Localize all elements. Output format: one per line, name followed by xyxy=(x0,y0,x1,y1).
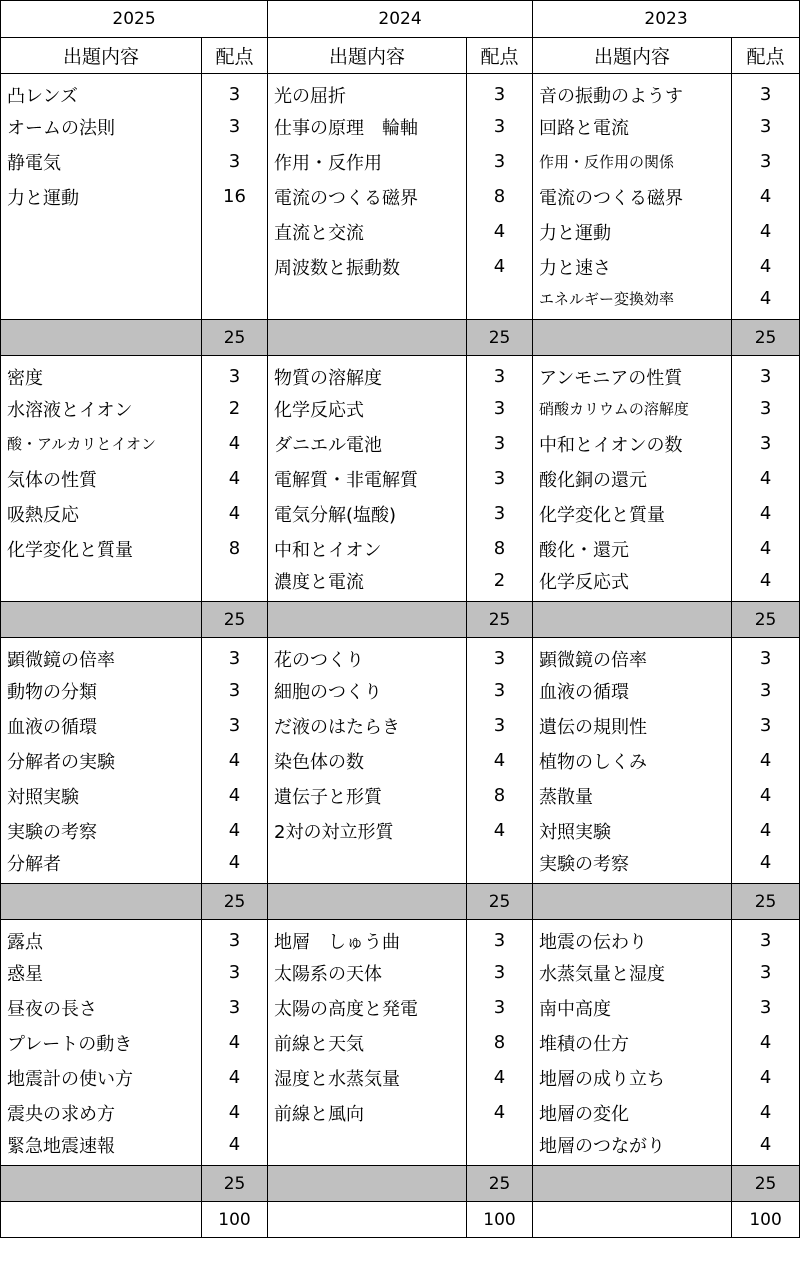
points-cell: 4 xyxy=(202,426,268,461)
table-row xyxy=(1,673,800,708)
topic-cell: 血液の循環 xyxy=(533,673,732,708)
points-cell: 3 xyxy=(467,461,533,496)
topic-cell: 露点 xyxy=(1,920,202,956)
table-row xyxy=(1,708,800,743)
points-cell: 3 xyxy=(467,955,533,990)
points-cell: 4 xyxy=(732,249,800,284)
topic-cell: 分解者 xyxy=(1,848,202,884)
topic-cell: 力と運動 xyxy=(533,214,732,249)
points-cell: 3 xyxy=(732,708,800,743)
topic-cell: 直流と交流 xyxy=(268,214,467,249)
subtotal-blank-cell xyxy=(1,1166,202,1202)
points-cell: 3 xyxy=(202,74,268,110)
points-cell: 3 xyxy=(467,708,533,743)
points-cell: 3 xyxy=(467,74,533,110)
subtotal-cell: 25 xyxy=(202,1166,268,1202)
total-blank-cell xyxy=(268,1202,467,1238)
topic-cell: 惑星 xyxy=(1,955,202,990)
points-cell xyxy=(467,284,533,320)
subtotal-row xyxy=(1,320,800,356)
table-row xyxy=(1,990,800,1025)
points-cell: 2 xyxy=(467,566,533,602)
topic-cell xyxy=(268,848,467,884)
subtotal-cell: 25 xyxy=(467,602,533,638)
topic-cell: 遺伝の規則性 xyxy=(533,708,732,743)
topic-cell: 植物のしくみ xyxy=(533,743,732,778)
points-cell: 16 xyxy=(202,179,268,214)
points-cell: 3 xyxy=(467,144,533,179)
topic-cell: 湿度と水蒸気量 xyxy=(268,1060,467,1095)
points-cell: 3 xyxy=(202,356,268,392)
topic-cell: 濃度と電流 xyxy=(268,566,467,602)
table-row xyxy=(1,848,800,884)
table-row xyxy=(1,743,800,778)
year-2025-header: 2025 xyxy=(1,1,268,38)
points-cell: 3 xyxy=(467,920,533,956)
topic-cell xyxy=(268,1130,467,1166)
points-column-header: 配点 xyxy=(467,38,533,74)
topic-cell: 周波数と振動数 xyxy=(268,249,467,284)
points-cell: 4 xyxy=(732,1060,800,1095)
topic-cell: 太陽系の天体 xyxy=(268,955,467,990)
points-cell xyxy=(202,249,268,284)
points-cell: 4 xyxy=(732,1025,800,1060)
topic-cell: 静電気 xyxy=(1,144,202,179)
topic-cell: 顕微鏡の倍率 xyxy=(1,638,202,674)
table-row xyxy=(1,284,800,320)
topic-cell xyxy=(1,214,202,249)
topic-cell: だ液のはたらき xyxy=(268,708,467,743)
subtotal-cell: 25 xyxy=(202,884,268,920)
subtotal-cell: 25 xyxy=(732,320,800,356)
topic-cell: プレートの動き xyxy=(1,1025,202,1060)
points-cell: 3 xyxy=(732,955,800,990)
table-row xyxy=(1,391,800,426)
points-cell: 8 xyxy=(467,531,533,566)
subtotal-blank-cell xyxy=(533,884,732,920)
points-cell: 3 xyxy=(732,356,800,392)
topic-cell: 仕事の原理 輪軸 xyxy=(268,109,467,144)
topic-cell: 前線と天気 xyxy=(268,1025,467,1060)
points-cell: 3 xyxy=(467,638,533,674)
points-cell: 3 xyxy=(732,920,800,956)
table-row xyxy=(1,144,800,179)
points-cell: 3 xyxy=(467,356,533,392)
topic-cell: 分解者の実験 xyxy=(1,743,202,778)
topic-cell: 化学変化と質量 xyxy=(533,496,732,531)
points-cell: 4 xyxy=(732,778,800,813)
points-cell: 3 xyxy=(732,109,800,144)
points-cell: 4 xyxy=(732,566,800,602)
subtotal-row xyxy=(1,602,800,638)
column-header-row xyxy=(1,38,800,74)
points-cell: 4 xyxy=(202,743,268,778)
points-cell: 4 xyxy=(202,1060,268,1095)
points-cell: 4 xyxy=(732,848,800,884)
topic-cell: 実験の考察 xyxy=(1,813,202,848)
topic-cell: 地層 しゅう曲 xyxy=(268,920,467,956)
points-cell: 4 xyxy=(732,1130,800,1166)
points-cell: 4 xyxy=(202,1130,268,1166)
topic-cell: 実験の考察 xyxy=(533,848,732,884)
points-cell xyxy=(202,214,268,249)
points-cell: 4 xyxy=(732,214,800,249)
total-blank-cell xyxy=(533,1202,732,1238)
topic-cell xyxy=(1,566,202,602)
points-cell: 3 xyxy=(467,426,533,461)
topic-cell xyxy=(1,249,202,284)
topic-cell xyxy=(1,284,202,320)
subtotal-blank-cell xyxy=(533,602,732,638)
subtotal-blank-cell xyxy=(268,320,467,356)
points-cell: 4 xyxy=(732,1095,800,1130)
points-cell: 2 xyxy=(202,391,268,426)
topic-cell: 緊急地震速報 xyxy=(1,1130,202,1166)
topic-cell: 対照実験 xyxy=(1,778,202,813)
topic-cell: 中和とイオン xyxy=(268,531,467,566)
subtotal-blank-cell xyxy=(1,884,202,920)
topic-cell: 硝酸カリウムの溶解度 xyxy=(533,391,732,426)
topic-cell: 血液の循環 xyxy=(1,708,202,743)
points-cell: 3 xyxy=(467,391,533,426)
topic-cell: 花のつくり xyxy=(268,638,467,674)
topic-cell: エネルギー変換効率 xyxy=(533,284,732,320)
points-cell: 4 xyxy=(732,461,800,496)
points-cell: 3 xyxy=(732,673,800,708)
subtotal-blank-cell xyxy=(533,1166,732,1202)
points-cell: 3 xyxy=(202,920,268,956)
table-row xyxy=(1,1095,800,1130)
topic-cell: 遺伝子と形質 xyxy=(268,778,467,813)
table-row xyxy=(1,638,800,674)
topic-cell: 太陽の高度と発電 xyxy=(268,990,467,1025)
year-header-row xyxy=(1,1,800,38)
topic-cell: 電流のつくる磁界 xyxy=(268,179,467,214)
points-cell: 3 xyxy=(202,144,268,179)
points-cell: 3 xyxy=(202,673,268,708)
points-cell: 8 xyxy=(202,531,268,566)
topic-cell: 動物の分類 xyxy=(1,673,202,708)
table-row xyxy=(1,461,800,496)
topic-cell: 音の振動のようす xyxy=(533,74,732,110)
table-row xyxy=(1,531,800,566)
subtotal-blank-cell xyxy=(268,602,467,638)
total-blank-cell xyxy=(1,1202,202,1238)
points-cell: 4 xyxy=(732,179,800,214)
points-cell: 8 xyxy=(467,1025,533,1060)
table-row xyxy=(1,496,800,531)
topic-cell: 蒸散量 xyxy=(533,778,732,813)
table-row xyxy=(1,566,800,602)
points-cell: 3 xyxy=(732,74,800,110)
points-cell: 4 xyxy=(732,813,800,848)
topic-cell: 対照実験 xyxy=(533,813,732,848)
table-row xyxy=(1,109,800,144)
topic-cell: 酸化銅の還元 xyxy=(533,461,732,496)
total-cell: 100 xyxy=(202,1202,268,1238)
table-row xyxy=(1,356,800,392)
points-column-header: 配点 xyxy=(202,38,268,74)
points-cell: 4 xyxy=(467,813,533,848)
subtotal-blank-cell xyxy=(268,1166,467,1202)
topic-cell: 凸レンズ xyxy=(1,74,202,110)
points-cell: 4 xyxy=(202,778,268,813)
subtotal-cell: 25 xyxy=(467,320,533,356)
points-cell: 3 xyxy=(732,391,800,426)
subtotal-cell: 25 xyxy=(202,602,268,638)
points-cell: 4 xyxy=(467,1095,533,1130)
topic-cell: 顕微鏡の倍率 xyxy=(533,638,732,674)
topic-cell: 震央の求め方 xyxy=(1,1095,202,1130)
table-row xyxy=(1,955,800,990)
topic-cell: 2対の対立形質 xyxy=(268,813,467,848)
points-cell: 3 xyxy=(732,426,800,461)
topic-cell xyxy=(268,284,467,320)
topic-cell: 酸・アルカリとイオン xyxy=(1,426,202,461)
points-cell: 3 xyxy=(202,955,268,990)
topic-cell: 地層の変化 xyxy=(533,1095,732,1130)
topic-column-header: 出題内容 xyxy=(1,38,202,74)
topic-column-header: 出題内容 xyxy=(533,38,732,74)
points-cell xyxy=(202,566,268,602)
subtotal-blank-cell xyxy=(1,602,202,638)
topic-cell: 電気分解(塩酸) xyxy=(268,496,467,531)
table-row xyxy=(1,74,800,110)
topic-cell: 力と運動 xyxy=(1,179,202,214)
points-cell: 3 xyxy=(202,109,268,144)
table-row xyxy=(1,1060,800,1095)
subtotal-cell: 25 xyxy=(467,884,533,920)
points-cell: 4 xyxy=(202,1095,268,1130)
points-cell: 4 xyxy=(202,813,268,848)
topic-cell: 吸熱反応 xyxy=(1,496,202,531)
points-column-header: 配点 xyxy=(732,38,800,74)
subtotal-cell: 25 xyxy=(202,320,268,356)
points-cell xyxy=(202,284,268,320)
subtotal-row xyxy=(1,884,800,920)
topic-column-header: 出題内容 xyxy=(268,38,467,74)
points-cell: 4 xyxy=(732,496,800,531)
topic-cell: 化学反応式 xyxy=(268,391,467,426)
subtotal-blank-cell xyxy=(268,884,467,920)
topic-cell: 昼夜の長さ xyxy=(1,990,202,1025)
topic-cell: 水蒸気量と湿度 xyxy=(533,955,732,990)
points-cell: 4 xyxy=(732,284,800,320)
topic-cell: 光の屈折 xyxy=(268,74,467,110)
points-cell: 3 xyxy=(467,496,533,531)
points-cell xyxy=(467,848,533,884)
table-row xyxy=(1,813,800,848)
topic-cell: 化学反応式 xyxy=(533,566,732,602)
points-cell: 8 xyxy=(467,179,533,214)
topic-cell: 気体の性質 xyxy=(1,461,202,496)
points-cell: 4 xyxy=(202,848,268,884)
points-cell: 4 xyxy=(732,743,800,778)
points-cell: 4 xyxy=(467,249,533,284)
table-row xyxy=(1,214,800,249)
topic-cell: ダニエル電池 xyxy=(268,426,467,461)
points-cell: 4 xyxy=(467,1060,533,1095)
points-cell: 3 xyxy=(467,673,533,708)
points-cell: 3 xyxy=(202,708,268,743)
topic-cell: 電流のつくる磁界 xyxy=(533,179,732,214)
subtotal-cell: 25 xyxy=(732,884,800,920)
topic-cell: 地震の伝わり xyxy=(533,920,732,956)
table-row xyxy=(1,1130,800,1166)
topic-cell: 作用・反作用 xyxy=(268,144,467,179)
table-row xyxy=(1,179,800,214)
subtotal-cell: 25 xyxy=(732,602,800,638)
table-row xyxy=(1,1025,800,1060)
points-cell: 4 xyxy=(202,1025,268,1060)
topic-cell: 前線と風向 xyxy=(268,1095,467,1130)
points-cell: 4 xyxy=(467,743,533,778)
topic-cell: 化学変化と質量 xyxy=(1,531,202,566)
points-cell: 3 xyxy=(467,109,533,144)
topic-cell: 地震計の使い方 xyxy=(1,1060,202,1095)
topic-cell: オームの法則 xyxy=(1,109,202,144)
topic-cell: アンモニアの性質 xyxy=(533,356,732,392)
points-cell: 3 xyxy=(732,990,800,1025)
table-row xyxy=(1,920,800,956)
subtotal-blank-cell xyxy=(1,320,202,356)
points-cell: 4 xyxy=(202,496,268,531)
topic-cell: 作用・反作用の関係 xyxy=(533,144,732,179)
subtotal-blank-cell xyxy=(533,320,732,356)
topic-cell: 物質の溶解度 xyxy=(268,356,467,392)
table-row xyxy=(1,778,800,813)
points-cell: 8 xyxy=(467,778,533,813)
points-cell: 3 xyxy=(202,990,268,1025)
topic-cell: 地層の成り立ち xyxy=(533,1060,732,1095)
table-row xyxy=(1,249,800,284)
subtotal-row xyxy=(1,1166,800,1202)
points-cell: 3 xyxy=(732,144,800,179)
table-row xyxy=(1,426,800,461)
topic-cell: 回路と電流 xyxy=(533,109,732,144)
points-cell: 3 xyxy=(467,990,533,1025)
total-cell: 100 xyxy=(732,1202,800,1238)
topic-cell: 電解質・非電解質 xyxy=(268,461,467,496)
topic-cell: 地層のつながり xyxy=(533,1130,732,1166)
topic-cell: 密度 xyxy=(1,356,202,392)
points-cell xyxy=(467,1130,533,1166)
points-cell: 4 xyxy=(467,214,533,249)
year-2024-header: 2024 xyxy=(268,1,533,38)
total-cell: 100 xyxy=(467,1202,533,1238)
subtotal-cell: 25 xyxy=(732,1166,800,1202)
topic-cell: 力と速さ xyxy=(533,249,732,284)
topic-cell: 細胞のつくり xyxy=(268,673,467,708)
subtotal-cell: 25 xyxy=(467,1166,533,1202)
points-cell: 3 xyxy=(732,638,800,674)
points-cell: 4 xyxy=(202,461,268,496)
topic-cell: 酸化・還元 xyxy=(533,531,732,566)
points-cell: 3 xyxy=(202,638,268,674)
topic-cell: 中和とイオンの数 xyxy=(533,426,732,461)
topic-cell: 染色体の数 xyxy=(268,743,467,778)
total-row xyxy=(1,1202,800,1238)
topic-cell: 南中高度 xyxy=(533,990,732,1025)
year-2023-header: 2023 xyxy=(533,1,800,38)
points-cell: 4 xyxy=(732,531,800,566)
topic-cell: 堆積の仕方 xyxy=(533,1025,732,1060)
topic-cell: 水溶液とイオン xyxy=(1,391,202,426)
